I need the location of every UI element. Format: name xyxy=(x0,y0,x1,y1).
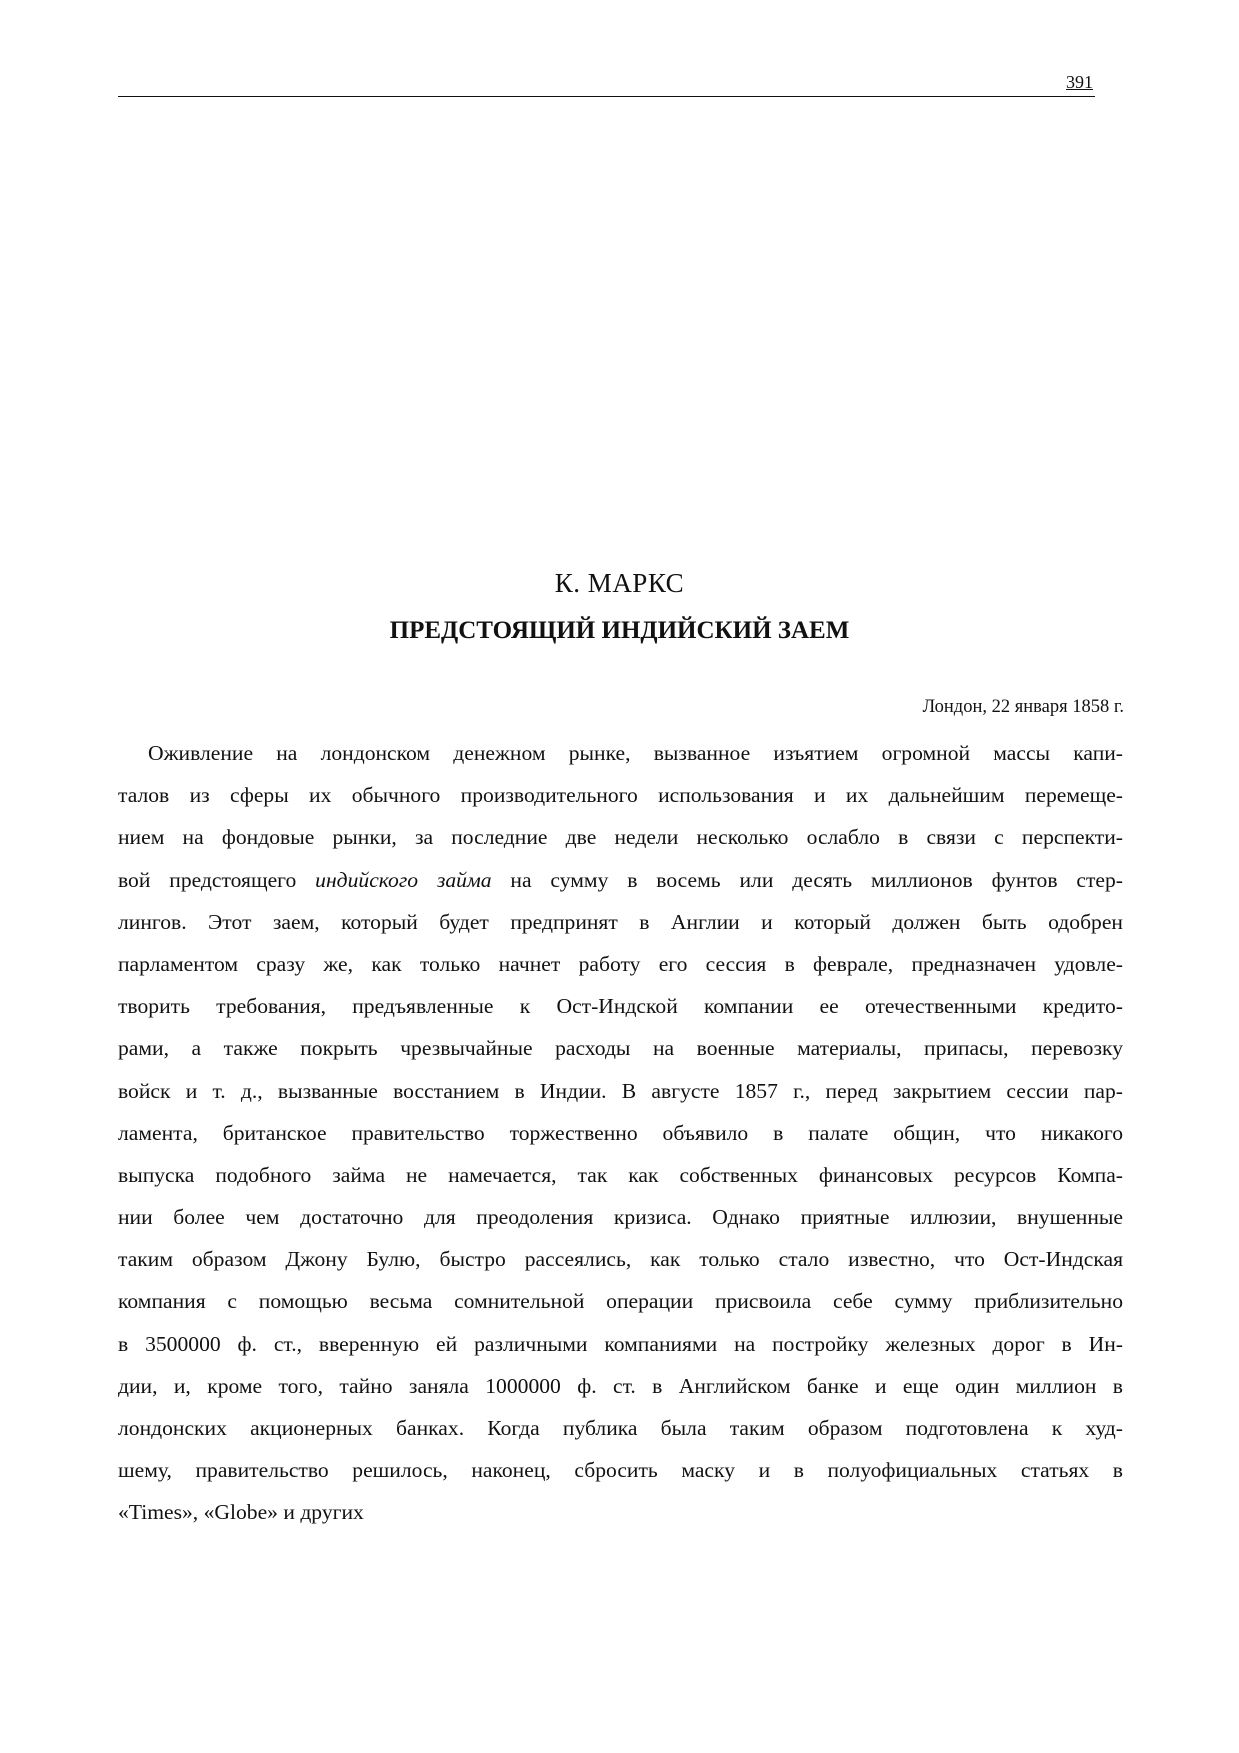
body-line: шему, правительство решилось, наконец, сбросить маску и в полуофициальных статьях в xyxy=(118,1458,1123,1483)
body-line: компания с помощью весьма сомнительной операции присвоила себе сумму приблизительно xyxy=(118,1289,1123,1314)
body-line-segment: вой предстоящего xyxy=(118,867,316,892)
article-body xyxy=(118,732,1123,1534)
body-line: талов из сферы их обычного производительного использования и их дальнейшим перемеще- xyxy=(118,783,1123,808)
body-line-with-emphasis xyxy=(118,859,1123,901)
article-author: К. МАРКС xyxy=(554,568,685,598)
body-line: лингов. Этот заем, который будет предпринят в Англии и который должен быть одобрен xyxy=(118,909,1123,934)
page-header xyxy=(118,72,1095,97)
article-dateline: Лондон, 22 января 1858 г. xyxy=(922,697,1124,717)
body-line: ламента, британское правительство торжественно объявило в палате общин, что никакого xyxy=(118,1120,1123,1145)
body-line-segment: на сумму в восемь или десять миллионов фунтов стер- xyxy=(491,867,1123,892)
body-line: войск и т. д., вызванные восстанием в Индии. В августе 1857 г., перед закрытием сессии пар- xyxy=(118,1078,1123,1103)
body-line: в 3500000 ф. ст., вверенную ей различными компаниями на постройку железных дорог в Ин- xyxy=(118,1331,1123,1356)
body-line: рами, а также покрыть чрезвычайные расходы на военные материалы, припасы, перевозку xyxy=(118,1036,1123,1061)
body-line: дии, и, кроме того, тайно заняла 1000000 ф. ст. в Английском банке и еще один миллион в xyxy=(118,1373,1123,1398)
body-line: творить требования, предъявленные к Ост-Индской компании ее отечественными кредито- xyxy=(118,994,1123,1019)
body-line: «Times», «Globe» и других xyxy=(118,1500,364,1525)
article-title: ПРЕДСТОЯЩИЙ ИНДИЙСКИЙ ЗАЕМ xyxy=(389,617,850,644)
body-line: таким образом Джону Булю, быстро рассеялись, как только стало известно, что Ост-Индская xyxy=(118,1247,1123,1272)
body-line: парламентом сразу же, как только начнет работу его сессия в феврале, предназначен удовле- xyxy=(118,951,1123,976)
emphasized-phrase: индийского займа xyxy=(315,867,492,892)
body-line: нием на фондовые рынки, за последние две недели несколько ослабло в связи с перспекти- xyxy=(118,825,1123,850)
body-line: Оживление на лондонском денежном рынке, вызванное изъятием огромной массы капи- xyxy=(148,741,1123,765)
body-line: нии более чем достаточно для преодоления кризиса. Однако приятные иллюзии, внушенные xyxy=(118,1205,1123,1230)
page-number: 391 xyxy=(1066,72,1093,92)
body-line: лондонских акционерных банках. Когда публика была таким образом подготовлена к худ- xyxy=(118,1416,1123,1440)
body-line: выпуска подобного займа не намечается, так как собственных финансовых ресурсов Компа- xyxy=(118,1162,1123,1187)
